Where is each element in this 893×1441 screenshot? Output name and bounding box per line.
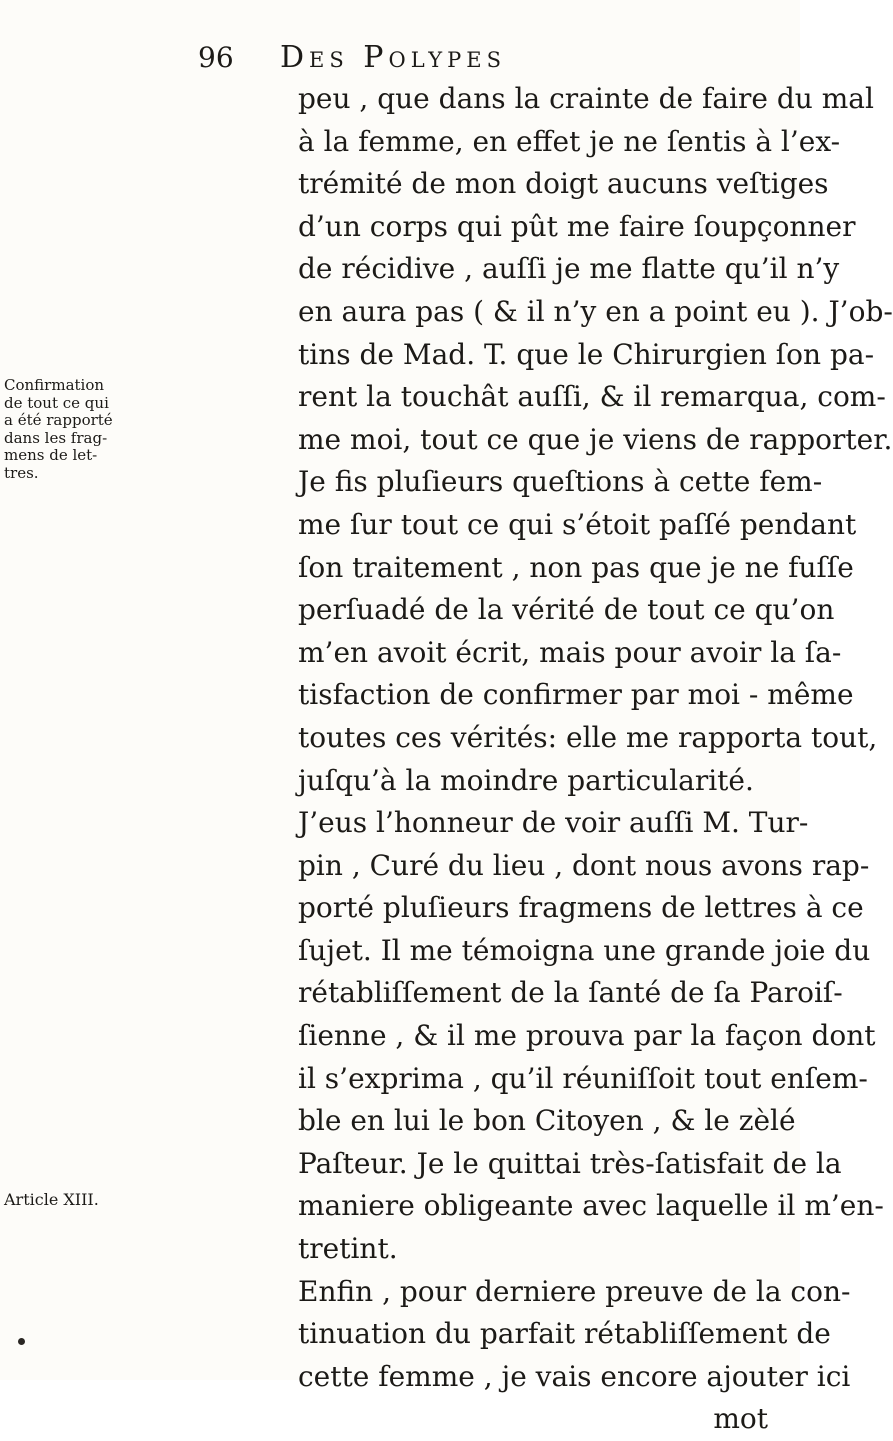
margin-note-line: dans les frag- bbox=[4, 428, 108, 447]
text-line: ſon traitement , non pas que je ne fuſſe bbox=[298, 550, 854, 584]
margin-note-line: a été rapporté bbox=[4, 411, 113, 429]
text-line: me moi, tout ce que je viens de rapporter. bbox=[298, 422, 893, 456]
text-line: me ſur tout ce qui s’étoit paſſé pendant bbox=[298, 507, 857, 541]
text-line: ſujet. Il me témoigna une grande joie du bbox=[298, 933, 871, 967]
text-line: J’eus l’honneur de voir auſſi M. Tur- bbox=[298, 806, 809, 840]
text-line: trémité de mon doigt aucuns veſtiges bbox=[298, 167, 829, 201]
text-line: rétabliſſement de la ſanté de ſa Paroiſ- bbox=[298, 976, 843, 1010]
margin-note-line: mens de let- bbox=[4, 446, 98, 464]
body-text bbox=[298, 78, 893, 1441]
margin-note-confirmation bbox=[4, 376, 113, 482]
text-line: pin , Curé du lieu , dont nous avons rap- bbox=[298, 848, 870, 882]
text-line: juſqu’à la moindre particularité. bbox=[298, 763, 754, 797]
page-header bbox=[198, 38, 668, 78]
text-line: m’en avoit écrit, mais pour avoir la ſa- bbox=[298, 635, 842, 669]
text-line: perſuadé de la vérité de tout ce qu’on bbox=[298, 593, 835, 627]
text-line: tins de Mad. T. que le Chirurgien ſon pa- bbox=[298, 337, 875, 371]
text-line: toutes ces vérités: elle me rapporta tout, bbox=[298, 720, 878, 754]
text-line: Enfin , pour derniere preuve de la con- bbox=[298, 1274, 851, 1308]
text-line: il s’exprima , qu’il réuniſſoit tout enſem- bbox=[298, 1061, 868, 1095]
margin-note-line: tres. bbox=[4, 463, 39, 482]
catchword: mot bbox=[713, 1402, 768, 1436]
text-line: ſienne , & il me prouva par la façon dont bbox=[298, 1019, 876, 1053]
page-number: 96 bbox=[198, 41, 234, 74]
text-line: à la femme, en effet je ne ſentis à l’ex- bbox=[298, 124, 841, 158]
text-line: cette femme , je vais encore ajouter ici bbox=[298, 1359, 851, 1393]
text-line: de récidive , auſſi je me flatte qu’il n’y bbox=[298, 252, 840, 286]
text-line: ble en lui le bon Citoyen , & le zèlé bbox=[298, 1104, 796, 1138]
text-line: tretint. bbox=[298, 1232, 398, 1266]
text-line: maniere obligeante avec laquelle il m’en- bbox=[298, 1189, 884, 1223]
text-line: rent la touchât auſſi, & il remarqua, com- bbox=[298, 380, 886, 414]
text-line: peu , que dans la crainte de faire du mal bbox=[298, 82, 874, 115]
text-line: en aura pas ( & il n’y en a point eu ). J’ob- bbox=[298, 294, 893, 328]
text-line: Je fis pluſieurs queſtions à cette fem- bbox=[298, 465, 823, 499]
text-line: Paſteur. Je le quittai très-ſatisfait de la bbox=[298, 1146, 842, 1180]
running-title: Des Polypes bbox=[280, 40, 507, 75]
margin-note-line: de tout ce qui bbox=[4, 393, 109, 412]
margin-note-line: Article XIII. bbox=[4, 1190, 99, 1209]
ink-speck bbox=[18, 1338, 25, 1345]
margin-note-line: Confirmation bbox=[4, 376, 105, 394]
margin-note-article bbox=[4, 1190, 99, 1209]
text-line: tisfaction de confirmer par moi - même bbox=[298, 678, 854, 712]
text-line: d’un corps qui pût me faire ſoupçonner bbox=[298, 209, 856, 243]
text-line: porté pluſieurs fragmens de lettres à ce bbox=[298, 891, 864, 925]
text-line: tinuation du parfait rétabliſſement de bbox=[298, 1317, 831, 1351]
